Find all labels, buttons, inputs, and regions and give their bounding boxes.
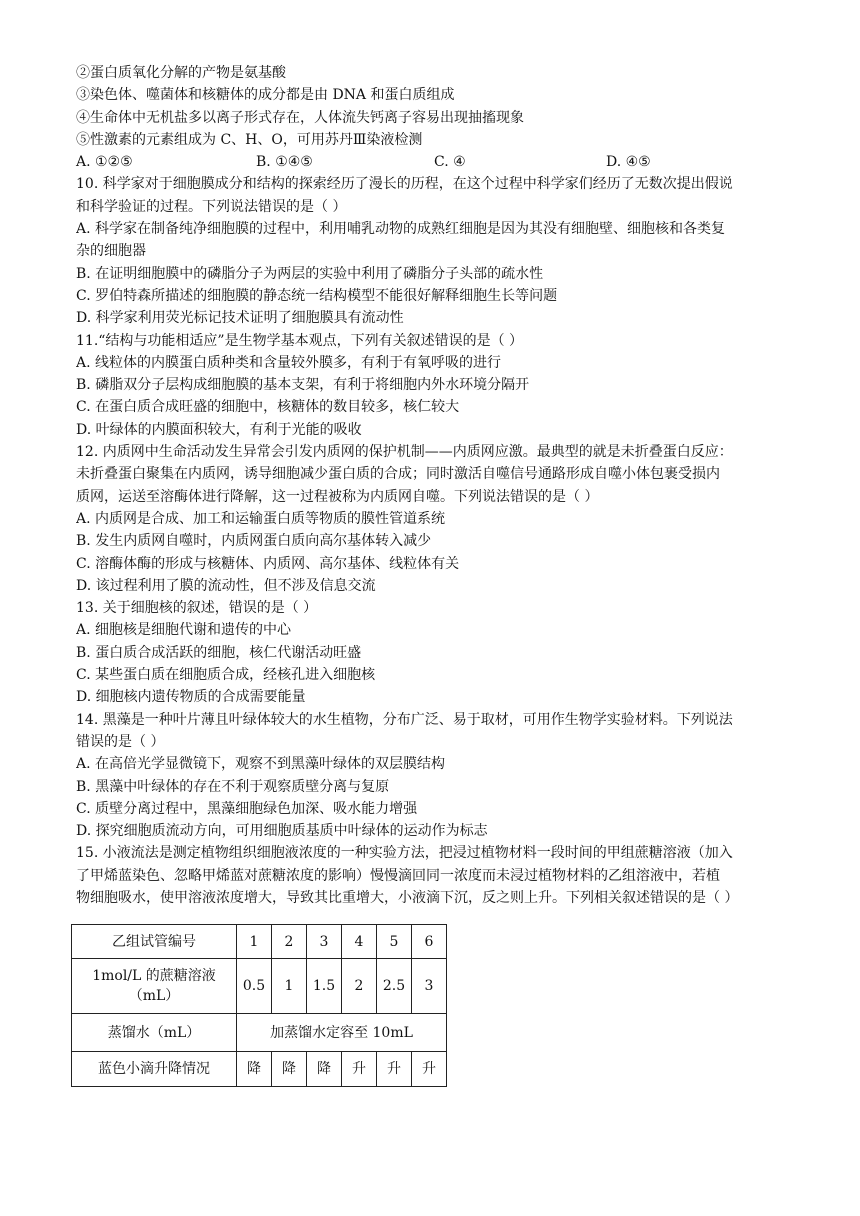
- choice-b: B. ①④⑤: [256, 154, 313, 171]
- text-line: C. 罗伯特森所描述的细胞膜的静态统一结构模型不能很好解释细胞生长等问题: [76, 287, 558, 304]
- text-line: 质网，运送至溶酶体进行降解，这一过程被称为内质网自噬。下列说法错误的是（ ）: [76, 488, 599, 505]
- experiment-table: [71, 924, 447, 1087]
- text-line: B. 磷脂双分子层构成细胞膜的基本支架，有利于将细胞内外水环境分隔开: [76, 377, 530, 394]
- table-cell: 降: [272, 1052, 307, 1087]
- table-cell: 1: [237, 925, 272, 959]
- row-label-line: 1mol/L 的蔗糖溶液: [92, 968, 216, 984]
- table-cell: 1.5: [307, 959, 342, 1014]
- table-cell: 升: [342, 1052, 377, 1087]
- text-line: 错误的是（ ）: [76, 733, 165, 750]
- table-row-tube-number: [72, 925, 447, 959]
- text-line: A. 内质网是合成、加工和运输蛋白质等物质的膜性管道系统: [76, 510, 446, 527]
- table-cell: 2: [272, 925, 307, 959]
- text-line: 15. 小液流法是测定植物组织细胞液浓度的一种实验方法，把浸过植物材料一段时间的甲组蔗糖溶液（加入: [76, 845, 733, 862]
- row-label: [72, 959, 237, 1014]
- table-row-droplet: [72, 1052, 447, 1087]
- text-line: 物细胞吸水，使甲溶液浓度增大，导致其比重增大，小液滴下沉，反之则上升。下列相关叙述错误的是（ ）: [76, 889, 739, 906]
- table-row-distilled-water: [72, 1014, 447, 1052]
- statement: ④生命体中无机盐多以离子形式存在，人体流失钙离子容易出现抽搐现象: [76, 109, 524, 126]
- text-line: 12. 内质网中生命活动发生异常会引发内质网的保护机制——内质网应激。最典型的就是未折叠蛋白反应：: [76, 444, 733, 461]
- row-label: 乙组试管编号: [72, 925, 237, 959]
- text-line: 杂的细胞器: [76, 243, 146, 260]
- table-cell: 6: [412, 925, 447, 959]
- table-cell-merged: 加蒸馏水定容至 10mL: [237, 1014, 447, 1052]
- row-label-line: （mL）: [128, 988, 180, 1004]
- row-label: 蒸馏水（mL）: [72, 1014, 237, 1052]
- table-cell: 5: [377, 925, 412, 959]
- previous-question-choices: [76, 151, 788, 173]
- text-line: 11.“结构与功能相适应”是生物学基本观点，下列有关叙述错误的是（ ）: [76, 332, 524, 349]
- choice-d: D. ④⑤: [606, 154, 651, 171]
- table-cell: 2: [342, 959, 377, 1014]
- table-cell: 降: [307, 1052, 342, 1087]
- text-line: D. 该过程利用了膜的流动性，但不涉及信息交流: [76, 577, 376, 594]
- statement: ⑤性激素的元素组成为 C、H、O，可用苏丹Ⅲ染液检测: [76, 131, 423, 148]
- text-line: 13. 关于细胞核的叙述，错误的是（ ）: [76, 600, 318, 617]
- table-cell: 升: [377, 1052, 412, 1087]
- text-line: B. 黑藻中叶绿体的存在不利于观察质壁分离与复原: [76, 778, 390, 795]
- text-line: C. 在蛋白质合成旺盛的细胞中，核糖体的数目较多，核仁较大: [76, 399, 460, 416]
- table-cell: 升: [412, 1052, 447, 1087]
- table-cell: 0.5: [237, 959, 272, 1014]
- text-line: 14. 黑藻是一种叶片薄且叶绿体较大的水生植物，分布广泛、易于取材，可用作生物学实验材料。下列说法: [76, 711, 733, 728]
- text-line: C. 溶酶体酶的形成与核糖体、内质网、高尔基体、线粒体有关: [76, 555, 460, 572]
- choice-a: A. ①②⑤: [76, 154, 133, 171]
- table-cell: 降: [237, 1052, 272, 1087]
- statement: ③染色体、噬菌体和核糖体的成分都是由 DNA 和蛋白质组成: [76, 87, 455, 104]
- text-line: B. 蛋白质合成活跃的细胞，核仁代谢活动旺盛: [76, 644, 362, 661]
- text-line: A. 科学家在制备纯净细胞膜的过程中，利用哺乳动物的成熟红细胞是因为其没有细胞壁、细胞核和各类复: [76, 221, 726, 238]
- text-line: 和科学验证的过程。下列说法错误的是（ ）: [76, 198, 347, 215]
- previous-question-statements: [76, 62, 788, 151]
- text-line: 10. 科学家对于细胞膜成分和结构的探索经历了漫长的历程，在这个过程中科学家们经历了无数次提出假说: [76, 176, 733, 193]
- text-line: D. 细胞核内遗传物质的合成需要能量: [76, 689, 306, 706]
- table-cell: 4: [342, 925, 377, 959]
- statement: ②蛋白质氧化分解的产物是氨基酸: [76, 65, 286, 81]
- text-line: B. 在证明细胞膜中的磷脂分子为两层的实验中利用了磷脂分子头部的疏水性: [76, 265, 544, 282]
- text-line: D. 探究细胞质流动方向，可用细胞质基质中叶绿体的运动作为标志: [76, 823, 488, 840]
- question-text-block: [76, 173, 788, 909]
- choice-c: C. ④: [434, 154, 466, 171]
- text-line: 未折叠蛋白聚集在内质网，诱导细胞减少蛋白质的合成；同时激活自噬信号通路形成自噬小体包裹受损内: [76, 466, 720, 483]
- table-cell: 2.5: [377, 959, 412, 1014]
- row-label: 蓝色小滴升降情况: [72, 1052, 237, 1087]
- text-line: D. 科学家利用荧光标记技术证明了细胞膜具有流动性: [76, 310, 404, 327]
- text-line: D. 叶绿体的内膜面积较大，有利于光能的吸收: [76, 421, 362, 438]
- table-cell: 3: [412, 959, 447, 1014]
- table-cell: 3: [307, 925, 342, 959]
- text-line: A. 线粒体的内膜蛋白质种类和含量较外膜多，有利于有氧呼吸的进行: [76, 354, 502, 371]
- text-line: A. 细胞核是细胞代谢和遗传的中心: [76, 622, 292, 639]
- text-line: C. 某些蛋白质在细胞质合成，经核孔进入细胞核: [76, 667, 376, 684]
- text-line: 了甲烯蓝染色、忽略甲烯蓝对蔗糖浓度的影响）慢慢滴回同一浓度而未浸过植物材料的乙组溶液中，若植: [76, 867, 720, 884]
- table-cell: 1: [272, 959, 307, 1014]
- text-line: B. 发生内质网自噬时，内质网蛋白质向高尔基体转入减少: [76, 533, 432, 550]
- table-row-sucrose: [72, 959, 447, 1014]
- text-line: A. 在高倍光学显微镜下，观察不到黑藻叶绿体的双层膜结构: [76, 756, 446, 773]
- exam-page: [76, 62, 788, 909]
- text-line: C. 质壁分离过程中，黑藻细胞绿色加深、吸水能力增强: [76, 800, 418, 817]
